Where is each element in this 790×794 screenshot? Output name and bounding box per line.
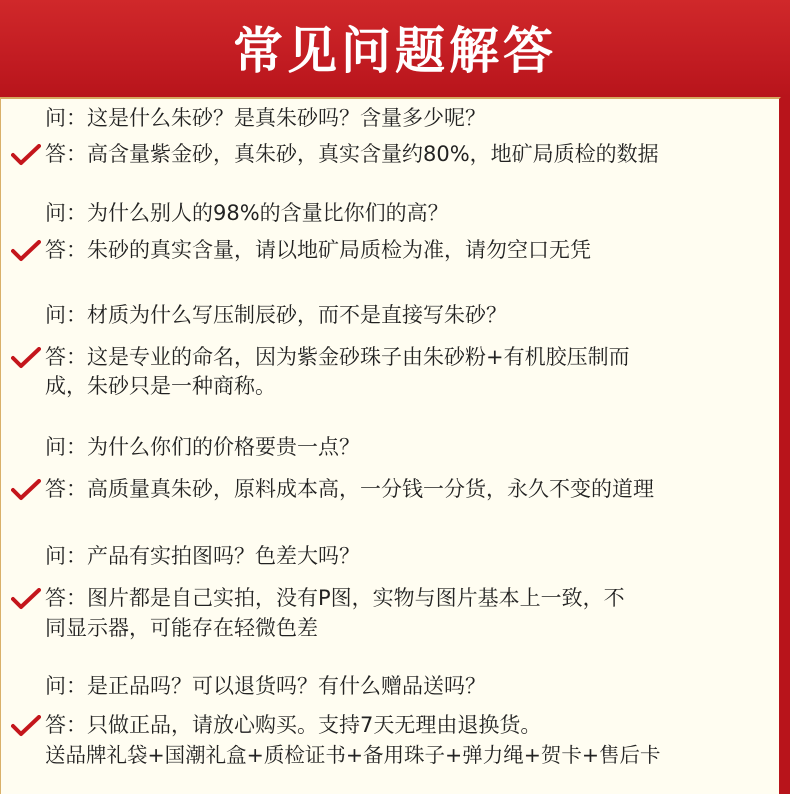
answer-3 — [1, 342, 790, 372]
question-1: 问：这是什么朱砂？是真朱砂吗？含量多少呢？ — [45, 106, 486, 130]
question-4: 问：为什么你们的价格要贵一点？ — [45, 435, 360, 459]
check-icon — [11, 715, 41, 737]
answer-3-line-1: 答：这是专业的命名，因为紫金砂珠子由朱砂粉+有机胶压制而 — [45, 345, 630, 369]
question-2: 问：为什么别人的98%的含量比你们的高？ — [45, 201, 449, 225]
check-icon — [11, 347, 41, 369]
answer-5 — [1, 583, 790, 613]
answer-5-line-1: 答：图片都是自己实拍，没有P图，实物与图片基本上一致，不 — [45, 586, 625, 610]
answer-6-line-2: 送品牌礼袋+国潮礼盒+质检证书+备用珠子+弹力绳+贺卡+售后卡 — [45, 743, 661, 767]
faq-panel — [0, 97, 781, 794]
check-icon — [11, 588, 41, 610]
check-icon — [11, 144, 41, 166]
answer-3-line-2: 成，朱砂只是一种商称。 — [45, 374, 276, 398]
answer-4 — [1, 474, 790, 504]
answer-2 — [1, 235, 790, 265]
header-banner — [0, 0, 790, 97]
question-3: 问：材质为什么写压制辰砂，而不是直接写朱砂？ — [45, 303, 507, 327]
question-5: 问：产品有实拍图吗？色差大吗？ — [45, 544, 360, 568]
answer-1-line-1: 答：高含量紫金砂，真朱砂，真实含量约80%，地矿局质检的数据 — [45, 142, 659, 166]
answer-6-line-1: 答：只做正品，请放心购买。支持7天无理由退换货。 — [45, 713, 542, 737]
check-icon — [11, 240, 41, 262]
answer-2-line-1: 答：朱砂的真实含量，请以地矿局质检为准，请勿空口无凭 — [45, 238, 591, 262]
answer-1 — [1, 139, 790, 169]
answer-5-line-2: 同显示器，可能存在轻微色差 — [45, 616, 318, 640]
answer-4-line-1: 答：高质量真朱砂，原料成本高，一分钱一分货，永久不变的道理 — [45, 477, 654, 501]
page-title: 常见问题解答 — [233, 21, 557, 80]
answer-6 — [1, 710, 790, 740]
question-6: 问：是正品吗？可以退货吗？有什么赠品送吗？ — [45, 674, 486, 698]
check-icon — [11, 479, 41, 501]
